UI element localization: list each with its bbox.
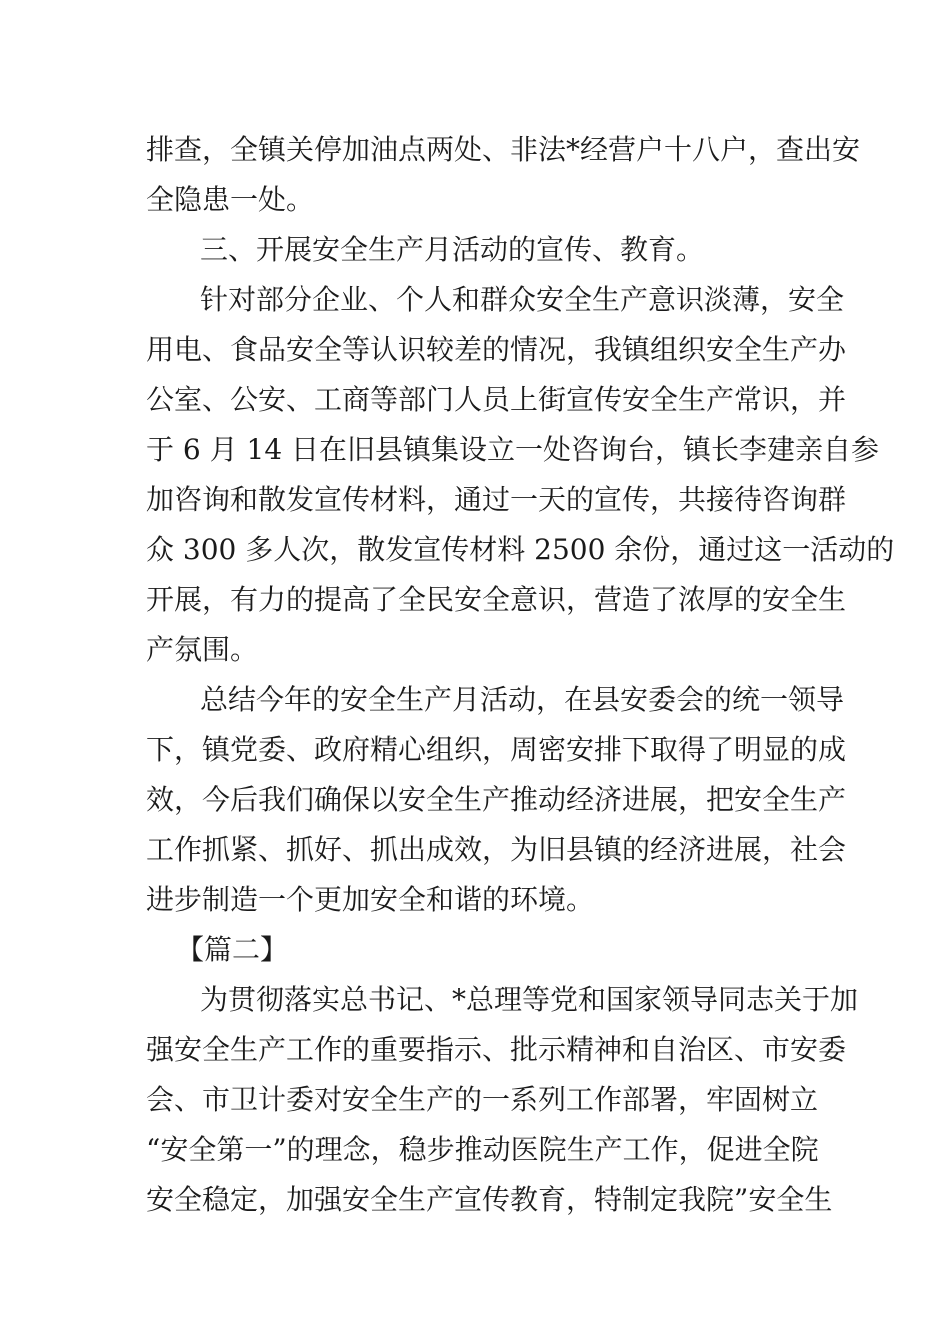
text-line: 于 6 月 14 日在旧县镇集设立一处咨询台，镇长李建亲自参: [146, 433, 880, 466]
text-line: 全隐患一处。: [146, 183, 315, 216]
text-line: 针对部分企业、个人和群众安全生产意识淡薄，安全: [200, 283, 845, 316]
text-line: 工作抓紧、抓好、抓出成效，为旧县镇的经济进展，社会: [146, 833, 847, 866]
text-line: 会、市卫计委对安全生产的一系列工作部署，牢固树立: [146, 1083, 819, 1116]
text-line: 进步制造一个更加安全和谐的环境。: [146, 883, 595, 916]
text-line: 下，镇党委、政府精心组织，周密安排下取得了明显的成: [146, 733, 847, 766]
text-line: “安全第一”的理念，稳步推动医院生产工作，促进全院: [146, 1133, 819, 1166]
text-line: 公室、公安、工商等部门人员上街宣传安全生产常识，并: [146, 383, 847, 416]
text-line: 排查，全镇关停加油点两处、非法*经营户十八户，查出安: [146, 133, 861, 166]
text-line: 强安全生产工作的重要指示、批示精神和自治区、市安委: [146, 1033, 847, 1066]
section-heading: 三、开展安全生产月活动的宣传、教育。: [200, 233, 705, 266]
text-line: 产氛围。: [146, 633, 259, 666]
text-line: 为贯彻落实总书记、*总理等党和国家领导同志关于加: [200, 983, 859, 1016]
text-line: 开展，有力的提高了全民安全意识，营造了浓厚的安全生: [146, 583, 847, 616]
text-line: 安全稳定，加强安全生产宣传教育，特制定我院”安全生: [146, 1183, 833, 1216]
text-line: 效，今后我们确保以安全生产推动经济进展，把安全生产: [146, 783, 847, 816]
text-line: 用电、食品安全等认识较差的情况，我镇组织安全生产办: [146, 333, 847, 366]
text-line: 众 300 多人次，散发宣传材料 2500 余份，通过这一活动的: [146, 533, 895, 566]
text-line: 总结今年的安全生产月活动，在县安委会的统一领导: [200, 683, 845, 716]
text-line: 加咨询和散发宣传材料，通过一天的宣传，共接待咨询群: [146, 483, 847, 516]
part-heading: 【篇二】: [176, 933, 289, 966]
